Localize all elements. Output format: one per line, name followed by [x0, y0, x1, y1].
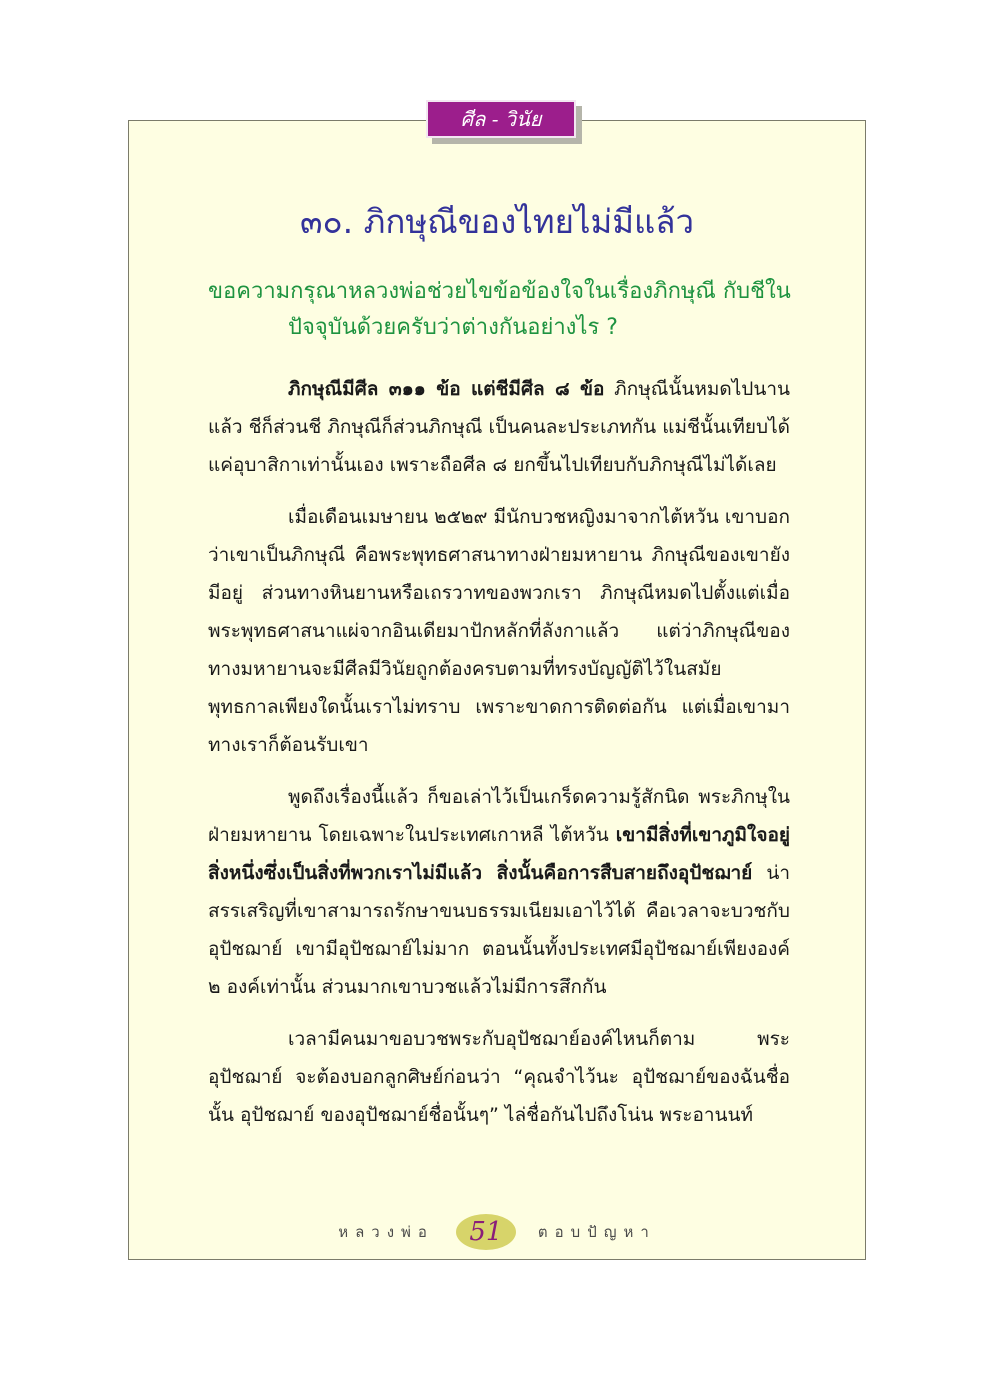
paragraph-1-bold: ภิกษุณีมีศีล ๓๑๑ ข้อ แต่ชีมีศีล ๘ ข้อ	[288, 378, 605, 400]
question-line-2: ปัจจุบันด้วยครับว่าต่างกันอย่างไร ?	[288, 315, 618, 340]
paragraph-2	[208, 498, 790, 764]
question-line-1: ขอความกรุณาหลวงพ่อช่วยไขข้อข้องใจในเรื่องภิกษุณี กับชีใน	[208, 279, 791, 304]
page-number-badge: 51	[456, 1214, 516, 1250]
footer-left-text: หลวงพ่อ	[338, 1223, 434, 1241]
paragraph-1-text: ภิกษุณีนั้นหมดไปนานแล้ว ชีก็ส่วนชี ภิกษุณีก็ส่วนภิกษุณี เป็นคนละประเภทกัน แม่ชีนั้นเทียบได้แค่อุบาสิกาเท่านั้นเอง เพราะถือศีล ๘ ยกขึ้นไปเทียบกับภิกษุณีไม่ได้เลย	[208, 378, 790, 476]
chapter-title: ๓๐. ภิกษุณีของไทยไม่มีแล้ว	[299, 202, 695, 241]
section-tab: ศีล - วินัย	[426, 100, 576, 138]
paragraph-3-bold: เขามีสิ่งที่เขาภูมิใจอยู่สิ่งหนึ่งซึ่งเป็นสิ่งที่พวกเราไม่มีแล้ว สิ่งนั้นคือการสืบสายถึงอุปัชฌาย์	[208, 824, 790, 884]
paragraph-3-text-after: น่าสรรเสริญที่เขาสามารถรักษาขนบธรรมเนียมเอาไว้ได้ คือเวลาจะบวชกับอุปัชฌาย์ เขามีอุปัชฌาย์ไม่มาก ตอนนั้นทั้งประเทศมีอุปัชฌาย์เพียงองค์ ๒ องค์เท่านั้น ส่วนมากเขาบวชแล้วไม่มีการสึกกัน	[208, 862, 791, 998]
answer-body	[208, 370, 790, 1148]
paragraph-4-text: เวลามีคนมาขอบวชพระกับอุปัชฌาย์องค์ไหนก็ตาม พระอุปัชฌาย์ จะต้องบอกลูกศิษย์ก่อนว่า “คุณจำไว้นะ อุปัชฌาย์ของฉันชื่อนั้น อุปัชฌาย์ ของอุปัชฌาย์ชื่อนั้นๆ” ไล่ชื่อกันไปถึงโน่น พระอานนท์	[208, 1028, 790, 1126]
paragraph-1	[208, 370, 790, 484]
page-footer	[128, 1212, 866, 1252]
footer-right-text: ตอบปัญหา	[537, 1223, 656, 1241]
paragraph-2-text: เมื่อเดือนเมษายน ๒๕๒๙ มีนักบวชหญิงมาจากไต้หวัน เขาบอกว่าเขาเป็นภิกษุณี คือพระพุทธศาสนาทางฝ่ายมหายาน ภิกษุณีของเขายังมีอยู่ ส่วนทางหินยานหรือเถรวาทของพวกเรา ภิกษุณีหมดไปตั้งแต่เมื่อพระพุทธศาสนาแผ่จากอินเดียมาปักหลักที่ลังกาแล้ว แต่ว่าภิกษุณีของทางมหายานจะมีศีลมีวินัยถูกต้องครบตามที่ทรงบัญญัติไว้ในสมัยพุทธกาลเพียงใดนั้นเราไม่ทราบ เพราะขาดการติดต่อกัน แต่เมื่อเขามา ทางเราก็ต้อนรับเขา	[208, 506, 790, 756]
paragraph-3-text-before: พูดถึงเรื่องนี้แล้ว ก็ขอเล่าไว้เป็นเกร็ดความรู้สักนิด พระภิกษุในฝ่ายมหายาน โดยเฉพาะในประเทศเกาหลี ไต้หวัน	[208, 786, 790, 846]
paragraph-4	[208, 1020, 790, 1134]
question-block	[208, 274, 808, 346]
paragraph-3	[208, 778, 790, 1006]
